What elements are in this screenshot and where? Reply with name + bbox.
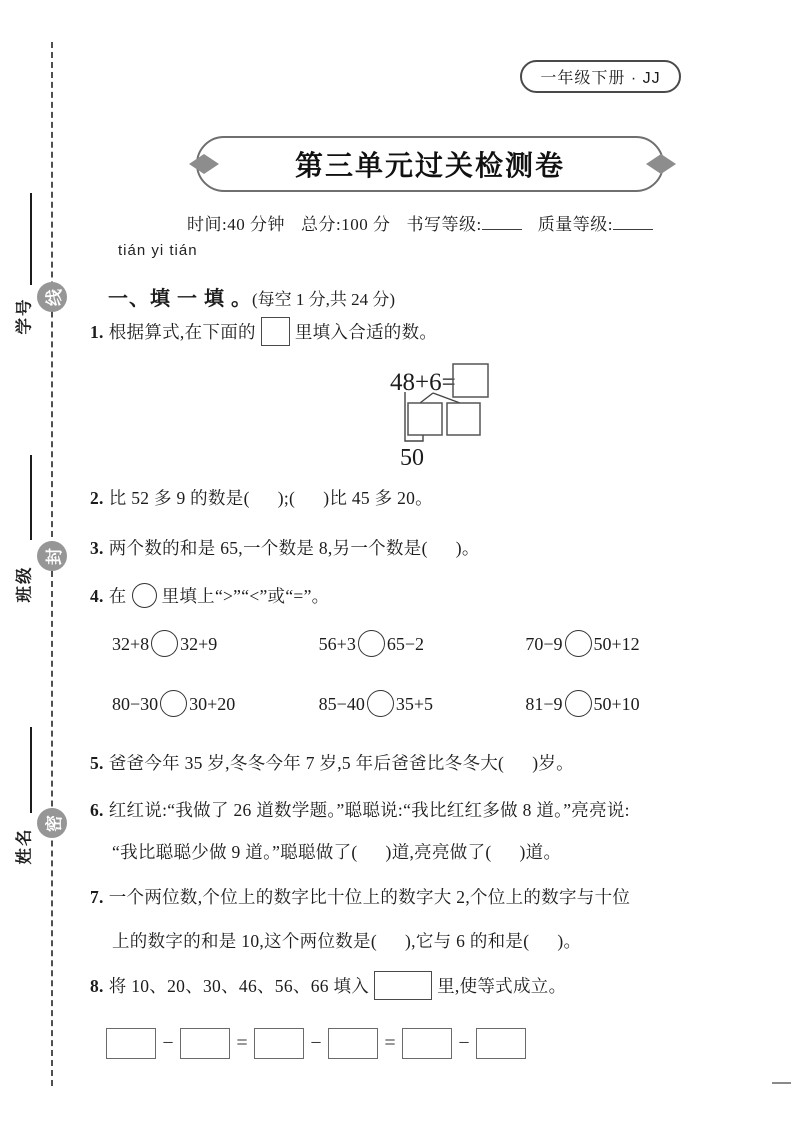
info-writing-grade: 书写等级: bbox=[407, 210, 522, 235]
compare-left: 85−40 bbox=[318, 694, 365, 714]
question-7-text-1: 一个两位数,个位上的数字比十位上的数字大 2,个位上的数字与十位 bbox=[108, 887, 631, 907]
compare-circle bbox=[358, 630, 385, 657]
class-write-line bbox=[30, 455, 32, 540]
equation-operator: − bbox=[458, 1032, 470, 1054]
answer-box bbox=[476, 1028, 526, 1059]
page-corner-mark bbox=[772, 1082, 791, 1084]
compare-right: 35+5 bbox=[395, 694, 433, 714]
question-8-text-before: 将 10、20、30、46、56、66 填入 bbox=[108, 976, 370, 996]
class-label: 班级 bbox=[14, 565, 33, 603]
question-8-text-after: 里,使等式成立。 bbox=[437, 976, 567, 996]
compare-item bbox=[525, 690, 732, 717]
compare-right: 30+20 bbox=[189, 694, 236, 714]
question-1-text-after: 里填入合适的数。 bbox=[294, 322, 438, 342]
question-3 bbox=[90, 535, 730, 560]
page-title: 第三单元过关检测卷 bbox=[294, 151, 565, 182]
diagram-part-box-left bbox=[408, 403, 442, 435]
question-2 bbox=[90, 485, 730, 510]
question-5-text: 爸爸今年 35 岁,冬冬今年 7 岁,5 年后爸爸比冬冬大( )岁。 bbox=[108, 753, 574, 773]
equation-operator: − bbox=[162, 1032, 174, 1054]
compare-circle bbox=[565, 630, 592, 657]
compare-row-2 bbox=[112, 690, 732, 717]
answer-box bbox=[106, 1028, 156, 1059]
section-pinyin: tián yi tián bbox=[118, 242, 198, 259]
question-8 bbox=[90, 971, 730, 1000]
compare-item bbox=[112, 690, 319, 717]
student-number-write-line bbox=[30, 193, 32, 285]
q8-equation-row bbox=[106, 1028, 526, 1059]
diagram-sum-label: 50 bbox=[400, 445, 424, 471]
compare-circle bbox=[160, 690, 187, 717]
compare-circle bbox=[565, 690, 592, 717]
question-2-text: 比 52 多 9 的数是( );( )比 45 多 20。 bbox=[108, 488, 433, 508]
compare-right: 65−2 bbox=[386, 634, 424, 654]
answer-box bbox=[328, 1028, 378, 1059]
compare-left: 81−9 bbox=[525, 694, 563, 714]
question-1-number: 1. bbox=[90, 322, 104, 342]
question-6-line-2 bbox=[112, 839, 730, 864]
answer-box bbox=[180, 1028, 230, 1059]
question-4-inline-circle bbox=[132, 583, 157, 608]
question-4-text-before: 在 bbox=[108, 586, 127, 606]
question-7-line-2 bbox=[112, 928, 730, 953]
title-banner bbox=[196, 136, 664, 192]
compare-item bbox=[525, 630, 732, 657]
compare-circle bbox=[151, 630, 178, 657]
question-4-number: 4. bbox=[90, 586, 104, 606]
seal-badge-mi: 密 bbox=[37, 808, 67, 838]
answer-box bbox=[254, 1028, 304, 1059]
writing-grade-blank bbox=[482, 214, 522, 230]
question-8-inline-answer-box bbox=[374, 971, 432, 1000]
question-8-number: 8. bbox=[90, 976, 104, 996]
compare-item bbox=[319, 690, 526, 717]
question-2-number: 2. bbox=[90, 488, 104, 508]
info-quality-grade: 质量等级: bbox=[538, 210, 653, 235]
question-7-line-1 bbox=[90, 884, 730, 909]
q1-decomposition-diagram bbox=[386, 361, 496, 471]
exam-info-line bbox=[120, 210, 720, 235]
question-4 bbox=[90, 583, 730, 608]
question-4-text-after: 里填上“>”“<”或“=”。 bbox=[161, 586, 330, 606]
compare-item bbox=[112, 630, 319, 657]
question-6-text-2: “我比聪聪少做 9 道。”聪聪做了( )道,亮亮做了( )道。 bbox=[112, 842, 562, 862]
compare-item bbox=[319, 630, 526, 657]
compare-left: 80−30 bbox=[112, 694, 159, 714]
question-7-text-2: 上的数字的和是 10,这个两位数是( ),它与 6 的和是( )。 bbox=[112, 931, 582, 951]
question-7 bbox=[90, 884, 730, 953]
diagram-expression: 48+6= bbox=[390, 369, 456, 396]
seal-badge-feng: 封 bbox=[37, 541, 67, 571]
compare-left: 32+8 bbox=[112, 634, 150, 654]
compare-right: 32+9 bbox=[180, 634, 218, 654]
equation-operator: = bbox=[384, 1032, 396, 1054]
question-5-number: 5. bbox=[90, 753, 104, 773]
compare-row-1 bbox=[112, 630, 732, 657]
question-6 bbox=[90, 797, 730, 864]
info-total: 总分:100 分 bbox=[301, 215, 391, 234]
answer-box bbox=[402, 1028, 452, 1059]
question-6-line-1 bbox=[90, 797, 730, 822]
section-title: 一、填 一 填 。 bbox=[108, 288, 252, 310]
compare-right: 50+12 bbox=[593, 634, 640, 654]
question-1-text-before: 根据算式,在下面的 bbox=[108, 322, 256, 342]
name-label: 姓名 bbox=[14, 827, 33, 865]
question-6-text-1: 红红说:“我做了 26 道数学题。”聪聪说:“我比红红多做 8 道。”亮亮说: bbox=[108, 800, 630, 820]
compare-circle bbox=[367, 690, 394, 717]
question-1-inline-answer-box bbox=[261, 317, 290, 346]
question-3-number: 3. bbox=[90, 538, 104, 558]
equation-operator: − bbox=[310, 1032, 322, 1054]
quality-grade-blank bbox=[613, 214, 653, 230]
question-6-number: 6. bbox=[90, 800, 104, 820]
student-number-label: 学号 bbox=[14, 297, 33, 335]
question-3-text: 两个数的和是 65,一个数是 8,另一个数是( )。 bbox=[108, 538, 480, 558]
diagram-answer-box bbox=[453, 364, 488, 397]
edition-badge: 一年级下册 · JJ bbox=[520, 60, 681, 93]
diagram-part-box-right bbox=[447, 403, 480, 435]
compare-right: 50+10 bbox=[593, 694, 640, 714]
question-5 bbox=[90, 750, 730, 775]
seal-badge-xian: 线 bbox=[37, 282, 67, 312]
equation-operator: = bbox=[236, 1032, 248, 1054]
question-1 bbox=[90, 317, 730, 346]
question-7-number: 7. bbox=[90, 887, 104, 907]
info-time: 时间:40 分钟 bbox=[187, 215, 286, 234]
name-write-line bbox=[30, 727, 32, 813]
compare-left: 56+3 bbox=[318, 634, 356, 654]
compare-left: 70−9 bbox=[525, 634, 563, 654]
section-score-note: (每空 1 分,共 24 分) bbox=[252, 290, 396, 309]
